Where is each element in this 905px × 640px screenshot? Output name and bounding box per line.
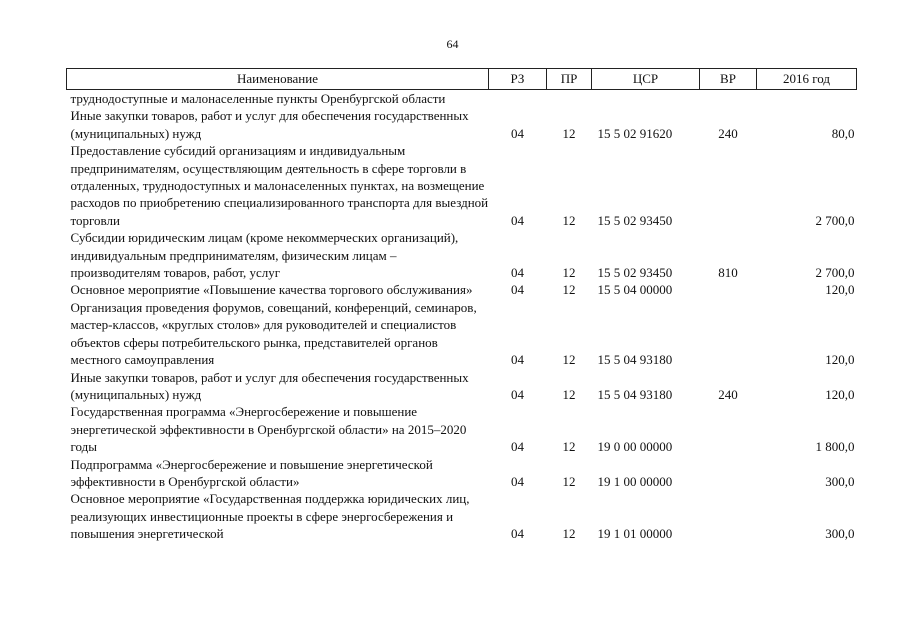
row-rz: 04	[511, 282, 524, 298]
table-row	[67, 281, 857, 298]
row-rz: 04	[511, 439, 524, 455]
row-vr	[700, 490, 757, 542]
row-amount: 80,0	[831, 125, 855, 141]
row-amount: 300,0	[825, 473, 855, 489]
row-csr: 19 1 00 00000	[597, 473, 673, 489]
row-amount: 1 800,0	[815, 439, 855, 455]
row-csr: 15 5 02 91620	[597, 125, 673, 141]
table-row	[67, 90, 857, 108]
row-csr	[592, 90, 700, 108]
row-csr: 19 1 01 00000	[597, 526, 673, 542]
row-pr: 12	[562, 473, 576, 489]
table-row	[67, 403, 857, 455]
row-name: Иные закупки товаров, работ и услуг для обеспечения государственных (муниципальных) нужд	[70, 369, 469, 402]
header-rz: РЗ	[489, 69, 547, 90]
row-pr: 12	[562, 439, 576, 455]
row-pr: 12	[562, 125, 576, 141]
row-pr	[547, 90, 592, 108]
row-vr: 240	[718, 386, 738, 402]
table-row	[67, 456, 857, 491]
row-amount: 2 700,0	[815, 212, 855, 228]
row-amount: 300,0	[825, 526, 855, 542]
table-row	[67, 142, 857, 229]
row-vr	[700, 403, 757, 455]
table-body	[67, 90, 857, 543]
row-rz: 04	[511, 212, 524, 228]
row-rz: 04	[511, 386, 524, 402]
row-pr: 12	[562, 386, 576, 402]
row-rz: 04	[511, 526, 524, 542]
row-pr: 12	[562, 265, 576, 281]
row-name: Основное мероприятие «Повышение качества торгового обслуживания»	[70, 282, 473, 298]
row-pr: 12	[562, 212, 576, 228]
row-vr	[700, 142, 757, 229]
row-name: Государственная программа «Энергосбережение и повышение энергетической эффективности в Оренбургской области» на 2015–2020 годы	[70, 404, 467, 455]
row-name: Предоставление субсидий организациям и индивидуальным предпринимателям, осуществляющим деятельность в сфере торговли в отдаленных, труднодоступных и малонаселенных пунктах, на возмещение расходов по приобретению специализированного транспорта для выездной торговли	[70, 143, 489, 228]
table-row	[67, 107, 857, 142]
row-rz: 04	[511, 352, 524, 368]
row-vr	[700, 281, 757, 298]
row-vr	[700, 456, 757, 491]
row-name: Иные закупки товаров, работ и услуг для обеспечения государственных (муниципальных) нужд	[70, 108, 469, 141]
row-name: Подпрограмма «Энергосбережение и повышение энергетической эффективности в Оренбургской области»	[70, 456, 433, 489]
row-vr: 240	[718, 125, 738, 141]
row-amount: 120,0	[825, 386, 855, 402]
row-name: труднодоступные и малонаселенные пункты Оренбургской области	[70, 91, 446, 106]
table-header	[67, 69, 857, 90]
header-year: 2016 год	[757, 69, 857, 90]
row-rz: 04	[511, 473, 524, 489]
row-csr: 19 0 00 00000	[597, 439, 673, 455]
row-vr	[700, 299, 757, 369]
row-csr: 15 5 02 93450	[597, 212, 673, 228]
row-csr: 15 5 02 93450	[597, 265, 673, 281]
row-pr: 12	[562, 282, 576, 298]
row-pr: 12	[562, 526, 576, 542]
row-amount	[757, 90, 857, 108]
row-name: Основное мероприятие «Государственная поддержка юридических лиц, реализующих инвестиционные проекты в сфере энергосбережения и повышения энергетической	[70, 491, 470, 542]
row-csr: 15 5 04 93180	[597, 386, 673, 402]
table-row	[67, 490, 857, 542]
table-row	[67, 229, 857, 281]
header-pr: ПР	[547, 69, 592, 90]
row-amount: 120,0	[825, 352, 855, 368]
row-name: Субсидии юридическим лицам (кроме некоммерческих организаций), индивидуальным предпринимателям, физическим лицам – производителям товаров, работ, услуг	[70, 230, 459, 281]
row-rz: 04	[511, 265, 524, 281]
row-csr: 15 5 04 93180	[597, 352, 673, 368]
row-amount: 120,0	[825, 282, 855, 298]
table-row	[67, 299, 857, 369]
row-name: Организация проведения форумов, совещаний, конференций, семинаров, мастер-классов, «круглых столов» для руководителей и специалистов объектов сферы потребительского рынка, представителей органов местного самоуправления	[70, 299, 477, 368]
row-vr: 810	[718, 265, 738, 281]
budget-table	[66, 68, 857, 543]
page-number: 64	[446, 37, 459, 51]
row-pr: 12	[562, 352, 576, 368]
row-csr: 15 5 04 00000	[597, 282, 673, 298]
row-rz	[489, 90, 547, 108]
row-rz: 04	[511, 125, 524, 141]
table-row	[67, 369, 857, 404]
header-vr: ВР	[700, 69, 757, 90]
row-vr	[700, 90, 757, 108]
row-amount: 2 700,0	[815, 265, 855, 281]
header-name: Наименование	[67, 69, 489, 90]
header-csr: ЦСР	[592, 69, 700, 90]
